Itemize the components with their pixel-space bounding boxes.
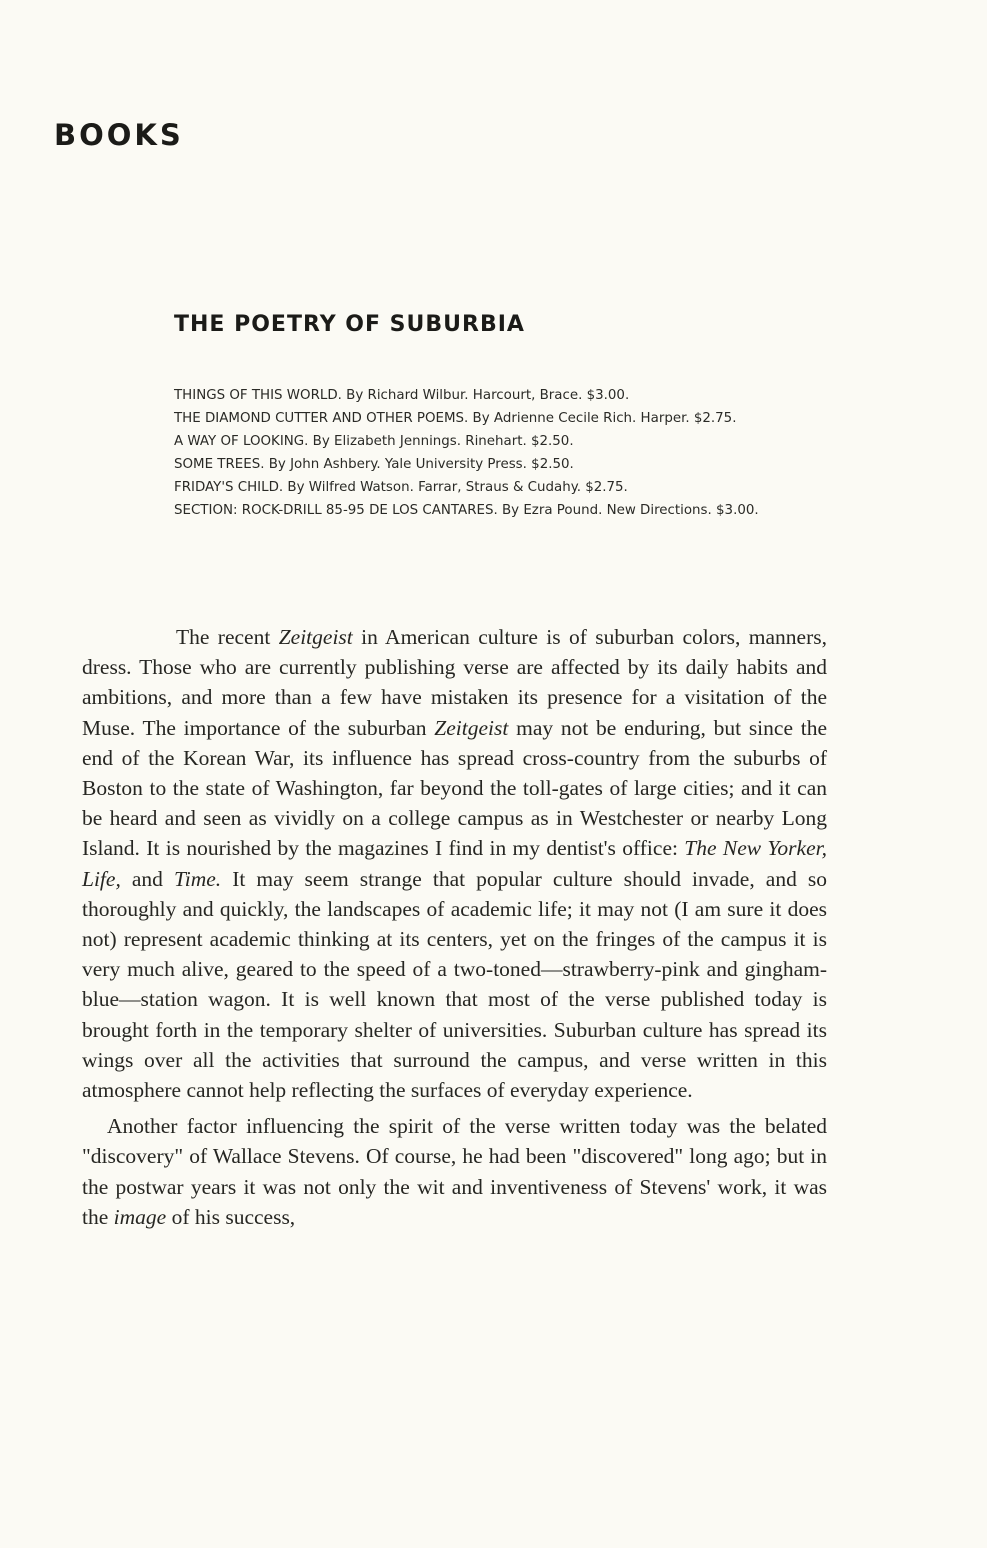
text-run: may not be enduring, but since the end of the Korean War, its influence has spread cross-country from the suburbs of Boston to the state of Washington, far beyond the toll-gates of large cities; and it can be heard and seen as vividly on a college campus as in Westchester or nearby Long Island. It is nourished by the magazines I find in my dentist's office: <box>82 715 827 861</box>
text-run: of his success, <box>166 1204 296 1229</box>
italic-run: Zeitgeist <box>434 715 509 740</box>
text-run: and <box>120 866 174 891</box>
article-title: THE POETRY OF SUBURBIA <box>174 312 525 337</box>
book-entry: FRIDAY'S CHILD. By Wilfred Watson. Farrar, Straus & Cudahy. $2.75. <box>174 480 628 495</box>
book-entry: THE DIAMOND CUTTER AND OTHER POEMS. By Adrienne Cecile Rich. Harper. $2.75. <box>174 411 737 426</box>
italic-run: The New Yorker, Life, <box>82 836 827 891</box>
book-entry: THINGS OF THIS WORLD. By Richard Wilbur. Harcourt, Brace. $3.00. <box>174 388 630 403</box>
reviewed-books-list <box>174 384 828 522</box>
paragraph <box>82 622 827 1105</box>
italic-run: Time. <box>173 866 222 891</box>
book-entry: SOME TREES. By John Ashbery. Yale University Press. $2.50. <box>174 457 574 472</box>
italic-run: image <box>113 1204 167 1229</box>
text-run: It may seem strange that popular culture should invade, and so thoroughly and quickly, the landscapes of academic life; it may not (I am sure it does not) represent academic thinking at its centers, yet on the fringes of the campus it is very much alive, geared to the speed of a two-toned—strawberry-pink and gingham-blue—station wagon. It is well known that most of the verse published today is brought forth in the temporary shelter of universities. Suburban culture has spread its wings over all the activities that surround the campus, and verse written in this atmosphere cannot help reflecting the surfaces of everyday experience. <box>82 866 827 1103</box>
text-run: Another factor influencing the spirit of the verse written today was the belated "discovery" of Wallace Stevens. Of course, he had been "discovered" long ago; but in the postwar years it was not only the wit and inventiveness of Stevens' work, it was the <box>82 1114 827 1229</box>
section-heading: BOOKS <box>54 118 184 152</box>
book-entry: A WAY OF LOOKING. By Elizabeth Jennings. Rinehart. $2.50. <box>174 434 574 449</box>
text-run: in American culture is of suburban colors, manners, dress. Those who are currently publishing verse are affected by its daily habits and ambitions, and more than a few have mistaken its presence for a visitation of the Muse. The importance of the suburban <box>82 625 827 740</box>
review-body <box>82 622 827 1232</box>
text-run: The recent <box>176 625 279 649</box>
italic-run: Zeitgeist <box>278 625 353 649</box>
book-entry: SECTION: ROCK-DRILL 85-95 DE LOS CANTARES. By Ezra Pound. New Directions. $3.00. <box>174 503 759 518</box>
paragraph <box>82 1111 827 1232</box>
